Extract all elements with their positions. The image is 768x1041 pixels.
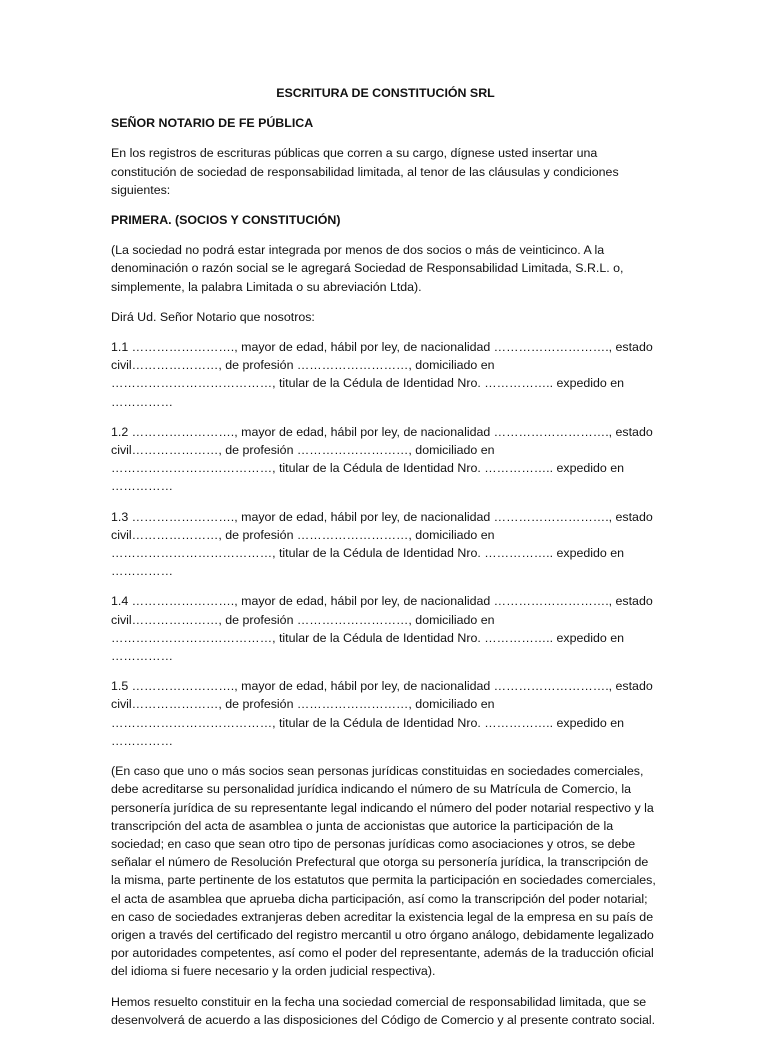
socio-entry: 1.5 ……………………., mayor de edad, hábil por ley, de nacionalidad ………………………., estado civil…………………, de profesión ………………………, domiciliado en …………………………………, titular de la Cédula de Identidad Nro. …………….. expedido en …………… <box>111 679 653 748</box>
addressee-heading: SEÑOR NOTARIO DE FE PÚBLICA <box>111 116 314 131</box>
clause-title: PRIMERA. (SOCIOS Y CONSTITUCIÓN) <box>111 213 341 228</box>
socio-entry: 1.2 ……………………., mayor de edad, hábil por ley, de nacionalidad ………………………., estado civil…………………, de profesión ………………………, domiciliado en …………………………………, titular de la Cédula de Identidad Nro. …………….. expedido en …………… <box>111 424 653 494</box>
socio-entry: 1.1 ……………………., mayor de edad, hábil por ley, de nacionalidad ………………………., estado civil…………………, de profesión ………………………, domiciliado en …………………………………, titular de la Cédula de Identidad Nro. …………….. expedido en …………… <box>111 340 653 409</box>
socio-entry: 1.3 ……………………., mayor de edad, hábil por ley, de nacionalidad ………………………., estado civil…………………, de profesión ………………………, domiciliado en …………………………………, titular de la Cédula de Identidad Nro. …………….. expedido en …………… <box>111 509 653 579</box>
document-title: ESCRITURA DE CONSTITUCIÓN SRL <box>276 86 495 100</box>
document-page <box>111 84 660 1041</box>
declaration-line: Dirá Ud. Señor Notario que nosotros: <box>111 309 315 324</box>
resolution-paragraph: Hemos resuelto constituir en la fecha una sociedad comercial de responsabilidad limitada, que se desenvolverá de acuerdo a las disposiciones del Código de Comercio y al presente contrato social. <box>111 994 656 1027</box>
socio-entry: 1.4 ……………………., mayor de edad, hábil por ley, de nacionalidad ………………………., estado civil…………………, de profesión ………………………, domiciliado en …………………………………, titular de la Cédula de Identidad Nro. …………….. expedido en …………… <box>111 594 653 664</box>
intro-paragraph: En los registros de escrituras públicas que corren a su cargo, dígnese usted insertar una constitución de sociedad de responsabilidad limitada, al tenor de las cláusulas y condiciones siguientes: <box>111 146 619 197</box>
clause-note: (La sociedad no podrá estar integrada por menos de dos socios o más de veinticinco. A la denominación o razón social se le agregará Sociedad de Responsabilidad Limitada, S.R.L. o, simplemente, la palabra Limitada o su abreviación Ltda). <box>111 243 624 294</box>
legal-entities-note: (En caso que uno o más socios sean personas jurídicas constituidas en sociedades comerciales, debe acreditarse su personalidad jurídica indicando el número de su Matrícula de Comercio, la personería jurídica de su representante legal indicando el número del poder notarial respectivo y la transcripción del acta de asamblea o junta de accionistas que autorice la participación de la sociedad; en caso que sean otro tipo de personas jurídicas como asociaciones y otros, se debe señalar el número de Resolución Prefectural que otorga su personería jurídica, la transcripción de la misma, parte pertinente de los estatutos que permita la participación en sociedades comerciales, el acta de asamblea que aprueba dicha participación, así como la transcripción del poder notarial; en caso de sociedades extranjeras deben acreditar la existencia legal de la empresa en su país de origen a través del certificado del registro mercantil u otro órgano análogo, debidamente legalizado por autoridades competentes, así como el poder del representante, además de la traducción oficial del idioma si fuere necesario y la orden judicial respectiva). <box>111 764 656 979</box>
